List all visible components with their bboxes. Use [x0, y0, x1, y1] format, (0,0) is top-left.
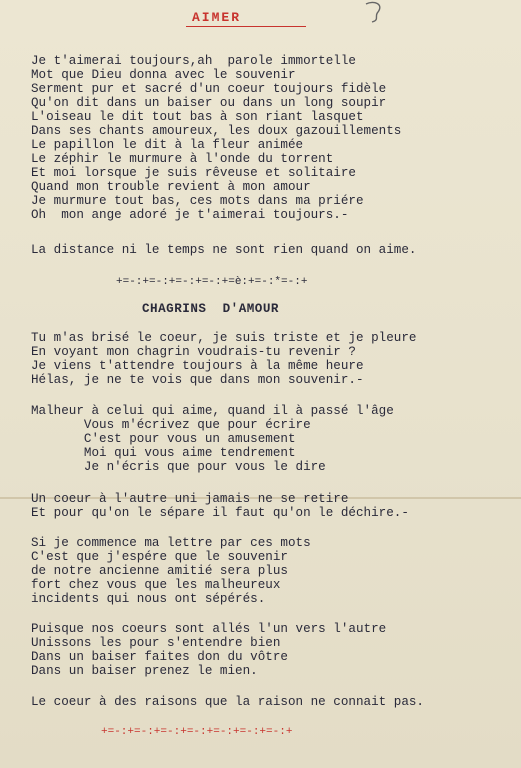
pencil-number-mark	[360, 0, 390, 24]
poem-line: Et moi lorsque je suis rêveuse et solitaire	[31, 166, 356, 180]
poem-line: Puisque nos coeurs sont allés l'un vers l'autre	[31, 622, 387, 636]
title-underline	[186, 26, 306, 27]
poem-line: Serment pur et sacré d'un coeur toujours fidèle	[31, 82, 387, 96]
poem-line: Moi qui vous aime tendrement	[31, 446, 296, 460]
poem-line: Dans un baiser prenez le mien.	[31, 664, 258, 678]
ornament-divider-red: +=-:+=-:+=-:+=-:+=-:+=-:+=-:+	[101, 726, 293, 738]
poem-line: Quand mon trouble revient à mon amour	[31, 180, 311, 194]
poem-line: Je n'écris que pour vous le dire	[31, 460, 326, 474]
poem-line: C'est que j'espére que le souvenir	[31, 550, 288, 564]
poem-line: Un coeur à l'autre uni jamais ne se retire	[31, 492, 349, 506]
poem-line: fort chez vous que les malheureux	[31, 578, 281, 592]
poem-line: Et pour qu'on le sépare il faut qu'on le déchire.-	[31, 506, 409, 520]
poem-line: Malheur à celui qui aime, quand il à passé l'âge	[31, 404, 394, 418]
poem-line: En voyant mon chagrin voudrais-tu revenir ?	[31, 345, 356, 359]
poem-line: incidents qui nous ont sépérés.	[31, 592, 266, 606]
distance-line: La distance ni le temps ne sont rien quand on aime.	[31, 243, 417, 257]
poem-line: Dans un baiser faites don du vôtre	[31, 650, 288, 664]
poem-line: Je murmure tout bas, ces mots dans ma priére	[31, 194, 364, 208]
poem-line: C'est pour vous un amusement	[31, 432, 296, 446]
poem-line: Mot que Dieu donna avec le souvenir	[31, 68, 296, 82]
poem-line: Dans ses chants amoureux, les doux gazouillements	[31, 124, 402, 138]
poem-line: Unissons les pour s'entendre bien	[31, 636, 281, 650]
poem-line: de notre ancienne amitié sera plus	[31, 564, 288, 578]
poem-line: Je t'aimerai toujours,ah parole immortelle	[31, 54, 356, 68]
poem-line: Le zéphir le murmure à l'onde du torrent	[31, 152, 334, 166]
poem-line: Si je commence ma lettre par ces mots	[31, 536, 311, 550]
poem-line: Vous m'écrivez que pour écrire	[31, 418, 311, 432]
page-title: AIMER	[192, 10, 242, 25]
poem-line: L'oiseau le dit tout bas à son riant lasquet	[31, 110, 364, 124]
poem-line: Je viens t'attendre toujours à la même heure	[31, 359, 364, 373]
poem-line: Le papillon le dit à la fleur animée	[31, 138, 304, 152]
ornament-divider: +=-:+=-:+=-:+=-:+=è:+=-:*=-:+	[116, 276, 308, 288]
section-title-chagrins: CHAGRINS D'AMOUR	[142, 302, 279, 316]
poem-line: Qu'on dit dans un baiser ou dans un long soupir	[31, 96, 387, 110]
poem-line: Tu m'as brisé le coeur, je suis triste et je pleure	[31, 331, 417, 345]
poem-line: Hélas, je ne te vois que dans mon souvenir.-	[31, 373, 364, 387]
closing-line: Le coeur à des raisons que la raison ne connait pas.	[31, 695, 424, 709]
poem-line: Oh mon ange adoré je t'aimerai toujours.-	[31, 208, 349, 222]
